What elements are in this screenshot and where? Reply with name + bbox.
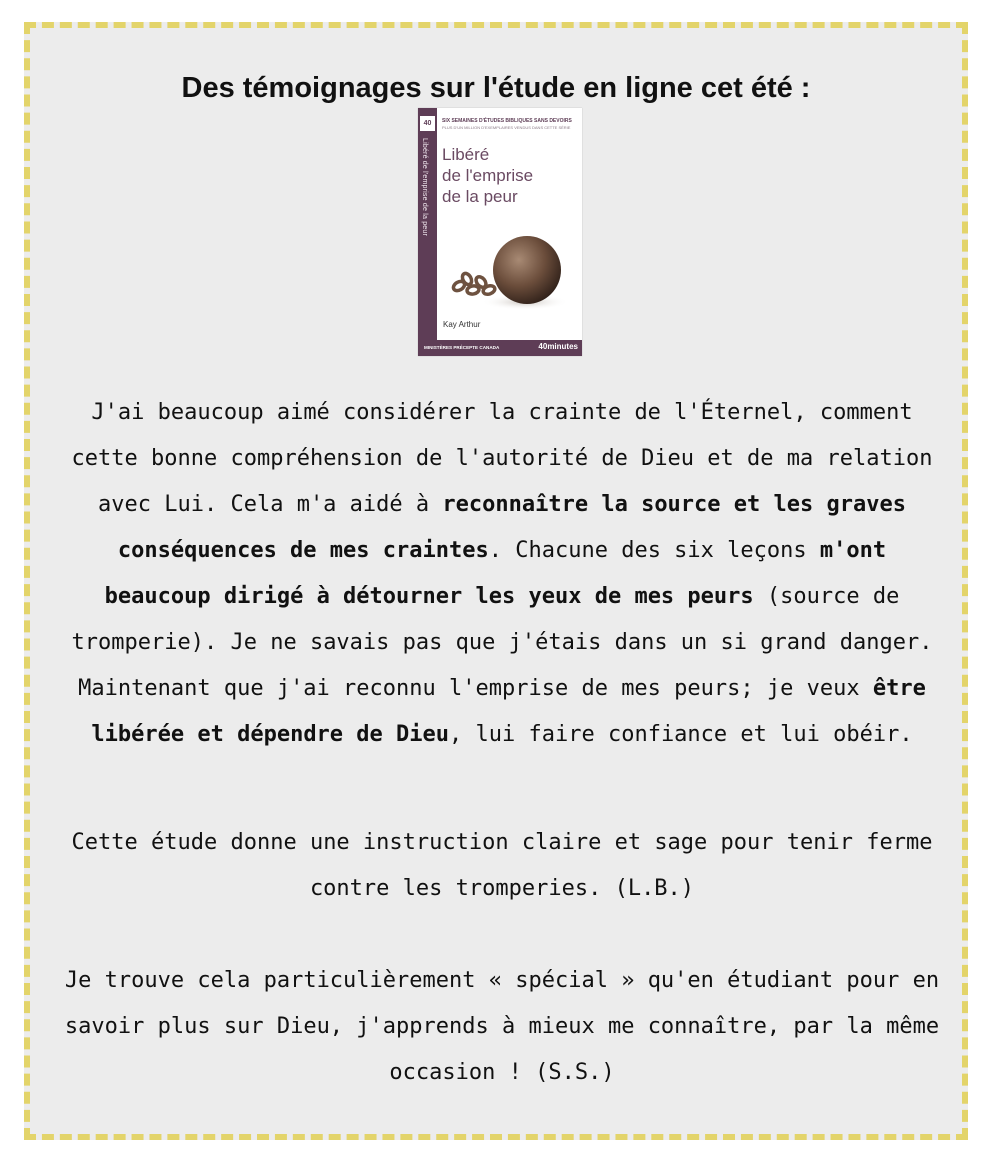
book-publisher-band [418,340,582,356]
book-spine [418,108,437,356]
testimonial-paragraph [64,390,940,758]
book-spine-text: Libéré de l'emprise de la peur [421,138,428,237]
testimonial-emphasis: reconnaître la source et les graves conséquences de mes craintes [117,492,906,563]
book-series-line: SIX SEMAINES D'ÉTUDES BIBLIQUES SANS DEVOIRS [442,118,572,124]
ball-and-chain-illustration [437,216,582,316]
testimonial-emphasis: m'ont beaucoup dirigé à détourner les yeux de mes peurs [104,538,887,609]
book-author: Kay Arthur [443,320,481,329]
book-cover-image [418,108,582,356]
testimonial-text: (source de tromperie). Je ne savais pas que j'étais dans un si grand danger. Maintenant que j'ai reconnu l'emprise de mes peurs; je veux [71,584,933,701]
book-title-line: de l'emprise [442,166,534,185]
book-brand-logo: 40minutes [538,342,578,351]
book-sales-line: PLUS D'UN MILLION D'EXEMPLAIRES VENDUS DANS CETTE SÉRIE [442,125,571,130]
testimonial-text: , lui faire confiance et lui obéir. [449,722,913,747]
book-badge: 40 [420,116,435,131]
book-publisher: MINISTÈRES PRÉCEPTE CANADA [424,345,500,350]
book-title-line: Libéré [442,145,490,164]
testimonial-emphasis: être libérée et dépendre de Dieu [91,676,926,747]
section-heading: Des témoignages sur l'étude en ligne cet été : [181,72,811,104]
testimonial-text: J'ai beaucoup aimé considérer la crainte de l'Éternel, comment cette bonne compréhension de l'autorité de Dieu et de ma relation avec Lui. Cela m'a aidé à [71,400,933,517]
testimonial-paragraph: Cette étude donne une instruction claire et sage pour tenir ferme contre les tromperies. (L.B.) [71,830,933,901]
book-title [442,144,578,207]
testimonial-paragraph: Je trouve cela particulièrement « spécial » qu'en étudiant pour en savoir plus sur Dieu, j'apprends à mieux me connaître, par la même occasion ! (S.S.) [64,968,940,1085]
testimonial-text: . Chacune des six leçons [488,538,820,563]
testimonials-box [24,22,968,1140]
book-title-line: de la peur [442,187,518,206]
